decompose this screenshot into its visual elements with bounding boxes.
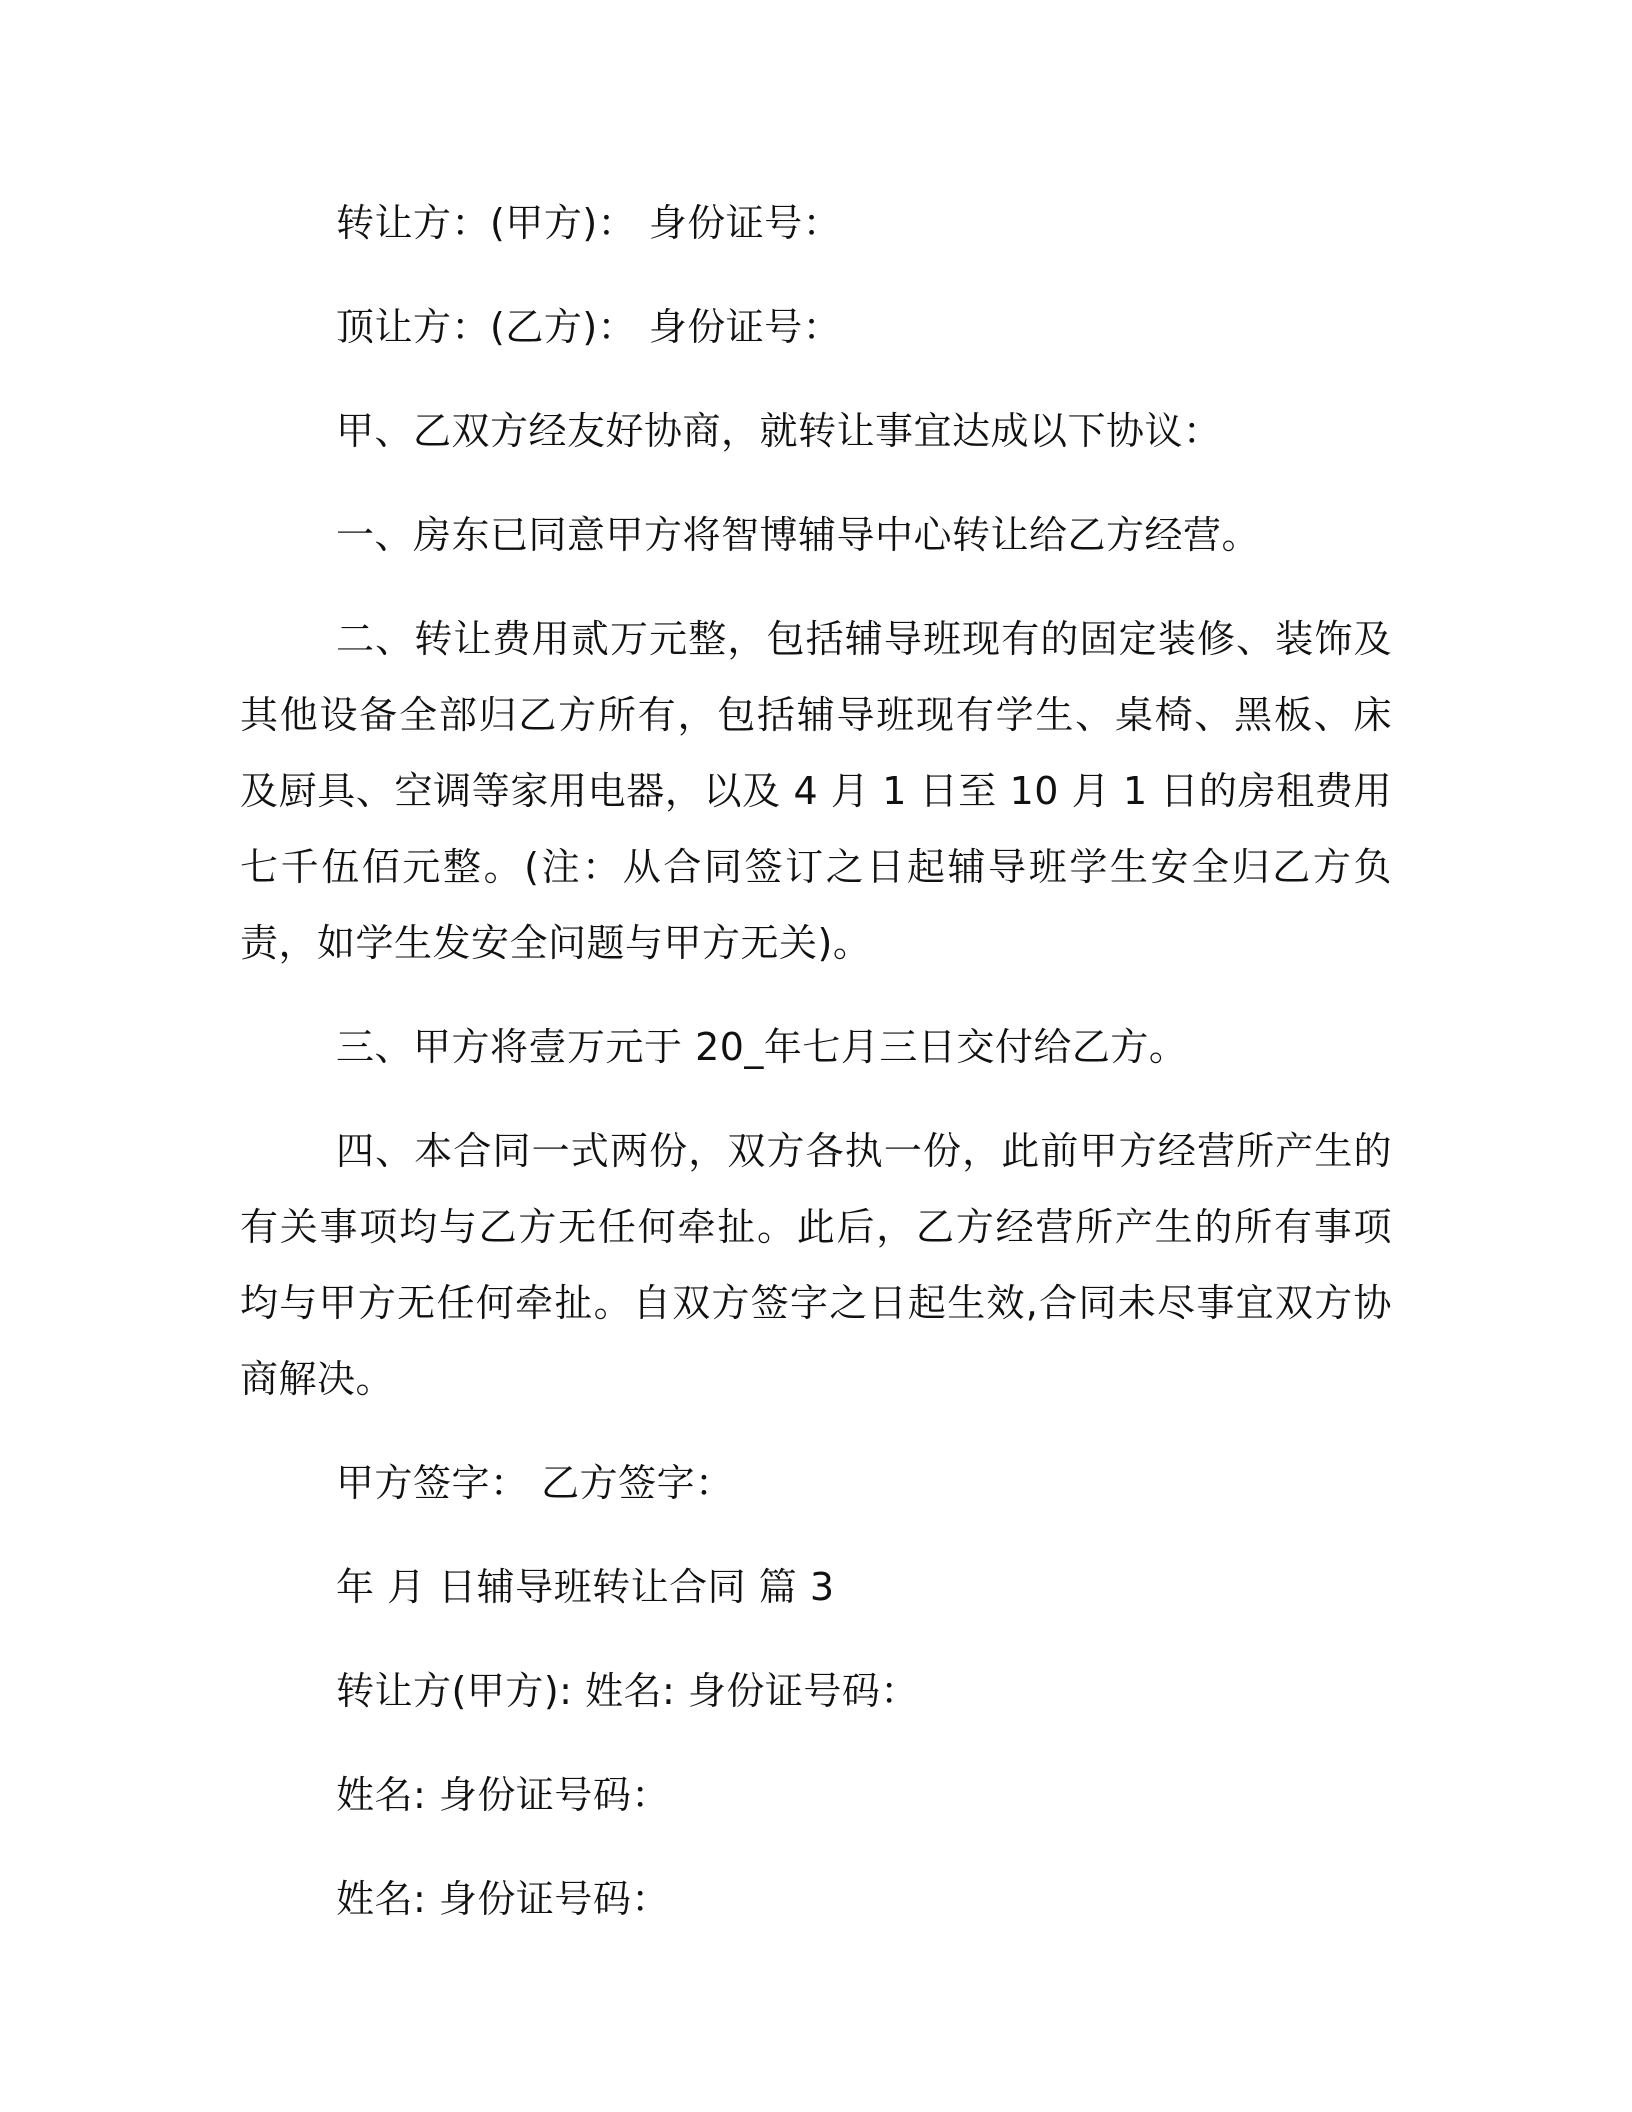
document-body bbox=[240, 185, 1392, 1965]
transferee-line: 顶让方：(乙方)： 身份证号： bbox=[336, 305, 842, 349]
clause-1: 一、房东已同意甲方将智博辅导中心转让给乙方经营。 bbox=[336, 513, 1261, 557]
section-heading: 年 月 日辅导班转让合同 篇 3 bbox=[336, 1565, 835, 1609]
clause-4: 四、本合同一式两份，双方各执一份，此前甲方经营所产生的有关事项均与乙方无任何牵扯。此后，乙方经营所产生的所有事项均与甲方无任何牵扯。自双方签字之日起生效,合同未尽事宜双方协商解决。 bbox=[240, 1129, 1392, 1401]
transferor-line: 转让方：(甲方)： 身份证号： bbox=[336, 201, 842, 245]
clause-2: 二、转让费用贰万元整，包括辅导班现有的固定装修、装饰及其他设备全部归乙方所有，包括辅导班现有学生、桌椅、黑板、床及厨具、空调等家用电器，以及 4 月 1 日至 10 月 1 日的房租费用七千伍佰元整。(注：从合同签订之日起辅导班学生安全归乙方负责，如学生发安全问题与甲方无关)。 bbox=[240, 617, 1392, 965]
agreement-intro: 甲、乙双方经友好协商，就转让事宜达成以下协议： bbox=[336, 409, 1222, 453]
name-id-line-2: 姓名: 身份证号码： bbox=[336, 1877, 670, 1921]
party-a-info-line: 转让方(甲方): 姓名: 身份证号码： bbox=[336, 1669, 919, 1713]
name-id-line-1: 姓名: 身份证号码： bbox=[336, 1773, 670, 1817]
signature-line: 甲方签字： 乙方签字： bbox=[336, 1461, 734, 1505]
clause-3: 三、甲方将壹万元于 20_年七月三日交付给乙方。 bbox=[336, 1025, 1188, 1069]
